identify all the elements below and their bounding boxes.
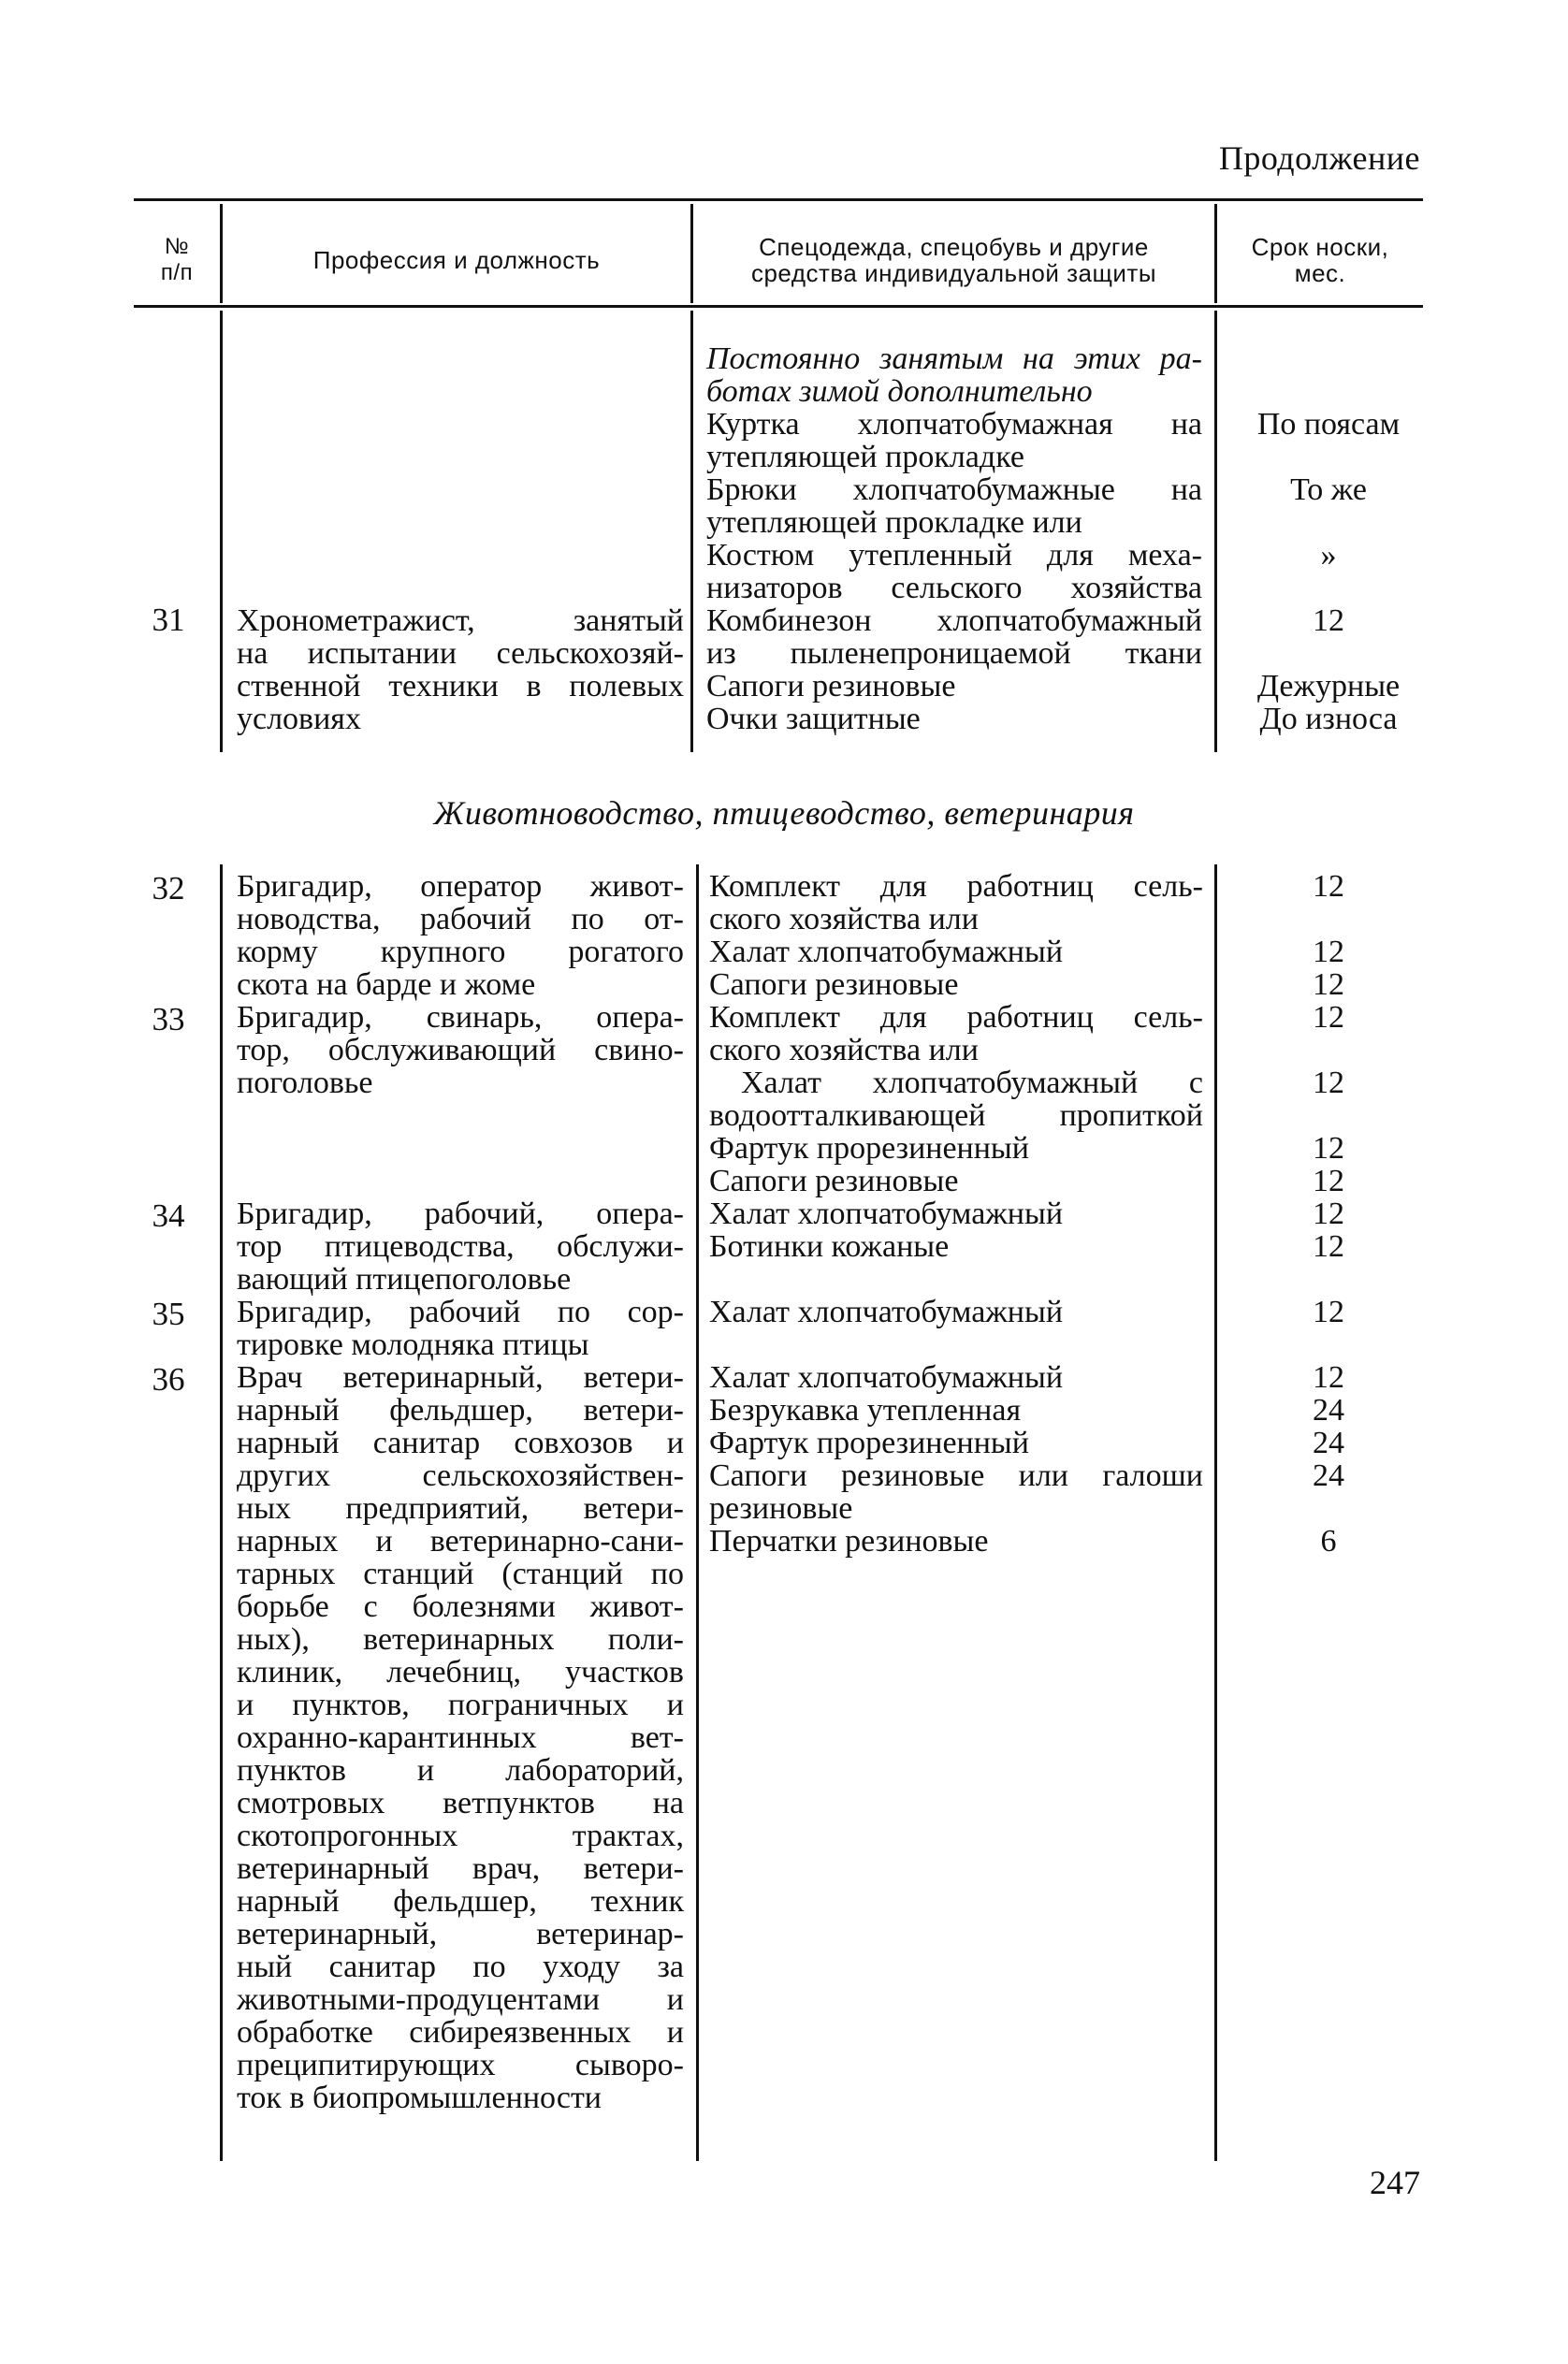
row-36-equipment: резиновые <box>709 1491 853 1526</box>
row-34-profession: Бригадир, рабочий, опера- тор птицеводства, обслужи- вающий птицепоголовье <box>237 1197 684 1297</box>
row-32-num: 32 <box>152 870 185 906</box>
row-33-equipment: ского хозяйства или <box>709 1033 979 1067</box>
row-36-num: 36 <box>152 1361 185 1398</box>
row-32-equipment: Сапоги резиновые <box>709 967 959 1002</box>
row-31-num: 31 <box>152 602 185 638</box>
row-31-term: » <box>1320 538 1337 573</box>
col-divider-1 <box>220 864 223 2161</box>
header-num: № п/п <box>160 234 194 285</box>
row-31-term: До износа <box>1259 702 1398 736</box>
row-33-term: 12 <box>1313 1131 1344 1166</box>
row-34-term: 12 <box>1313 1197 1344 1231</box>
row-34-num: 34 <box>152 1197 185 1234</box>
row-31-equipment: Постоянно занятым на этих ра- ботах зимой дополнительно Куртка хлопчатобумажная на утепляющей прокладке Брюки хлопчатобумажные на утепляющей прокладке или Костюм утепленный для меха- низаторов сельского хозяйства Комбинезон хлопчатобумажный из пыленепроницаемой ткани Сапоги резиновые Очки защитные <box>706 341 1202 736</box>
table-top-rule <box>134 198 1423 201</box>
row-34-equipment: Ботинки кожаные <box>709 1229 950 1264</box>
row-36-term: 6 <box>1320 1524 1337 1559</box>
header-profession: Профессия и должность <box>312 246 601 274</box>
row-36-term: 24 <box>1313 1393 1344 1428</box>
row-32-equipment: Халат хлопчатобумажный <box>709 935 1064 969</box>
col-divider-2 <box>696 864 699 2161</box>
row-35-num: 35 <box>152 1296 185 1332</box>
row-32-term: 12 <box>1313 869 1344 904</box>
row-33-term: 12 <box>1313 1066 1344 1100</box>
row-32-equipment: ского хозяйства или <box>709 902 979 936</box>
row-34-equipment: Халат хлопчатобумажный <box>709 1197 1064 1231</box>
row-33-equipment: Комплект для работниц сель- <box>709 1000 1203 1035</box>
row-33-profession: Бригадир, свинарь, опера- тор, обслуживающий свино- поголовье <box>237 1000 684 1100</box>
row-33-equipment: Халат хлопчатобумажный с <box>741 1066 1203 1100</box>
row-33-equipment: водоотталкивающей пропиткой <box>709 1098 1203 1133</box>
spacer <box>709 1263 1203 1296</box>
col-divider-3 <box>1214 864 1217 2161</box>
row-36-term: 24 <box>1313 1458 1344 1493</box>
row-36-equipment: Халат хлопчатобумажный <box>709 1360 1064 1395</box>
header-term: Срок носки, мес. <box>1251 233 1389 287</box>
row-33-term: 12 <box>1313 1000 1344 1035</box>
row-32-equipment: Комплект для работниц сель- <box>709 869 1203 904</box>
row-31-term: То же <box>1290 472 1367 507</box>
row-31-term: 12 <box>1313 603 1344 638</box>
row-36-term: 24 <box>1313 1426 1344 1460</box>
row-32-profession: Бригадир, оператор живот- новодства, рабочий по от- корму крупного рогатого скота на барде и жоме <box>237 869 684 1002</box>
spacer <box>709 1328 1203 1361</box>
header-bottom-rule <box>134 305 1423 308</box>
row-33-equipment: Фартук прорезиненный <box>709 1131 1029 1166</box>
row-31-profession: Хронометражист, занятый на испытании сельскохозяй- ственной техники в полевых условиях <box>237 603 684 736</box>
row-33-num: 33 <box>152 1001 185 1037</box>
row-31-term: Дежурные <box>1256 669 1401 703</box>
row-34-term: 12 <box>1313 1229 1344 1264</box>
header-equipment: Спецодежда, спецобувь и другие средства индивидуальной защиты <box>750 233 1157 287</box>
continuation-label: Продолжение <box>1218 139 1420 177</box>
row-35-equipment: Халат хлопчатобумажный <box>709 1295 1064 1329</box>
row-36-equipment: Безрукавка утепленная <box>709 1393 1022 1428</box>
row-36-equipment: Сапоги резиновые или галоши <box>709 1458 1203 1493</box>
row-32-term: 12 <box>1313 967 1344 1002</box>
row-36-profession: Врач ветеринарный, ветери- нарный фельдшер, ветери- нарный санитар совхозов и других сельскохозяйствен- ных предприятий, ветери- нарных и ветеринарно-сани- тарных станций (станций по борьбе с болезнями живот- ных), ветеринарных поли- клиник, лечебниц, участков и пунктов, пограничных и охранно-карантинных вет- пунктов и лабораторий, смотровых ветпунктов на скотопрогонных трактах, ветеринарный врач, ветери- нарный фельдшер, техник ветеринарный, ветеринар- ный санитар по уходу за животными-продуцентами и обработке сибиреязвенных и преципитирующих сыворо- ток в биопромышленности <box>237 1360 684 2115</box>
row-36-equipment: Фартук прорезиненный <box>709 1426 1029 1460</box>
row-36-equipment: Перчатки резиновые <box>709 1524 989 1559</box>
page-number: 247 <box>1370 2164 1420 2201</box>
col-divider-1 <box>220 311 223 752</box>
row-35-profession: Бригадир, рабочий по сор- тировке молодняка птицы <box>237 1295 684 1362</box>
row-32-term: 12 <box>1313 935 1344 969</box>
section-title: Животноводство, птицеводство, ветеринария <box>433 794 1135 832</box>
row-33-term: 12 <box>1313 1164 1344 1198</box>
row-36-term: 12 <box>1313 1360 1344 1395</box>
col-divider-2 <box>690 311 693 752</box>
row-31-term: По поясам <box>1256 407 1401 442</box>
lower-equipment <box>709 870 1203 1558</box>
row-33-equipment: Сапоги резиновые <box>709 1164 959 1198</box>
row-35-term: 12 <box>1313 1295 1344 1329</box>
